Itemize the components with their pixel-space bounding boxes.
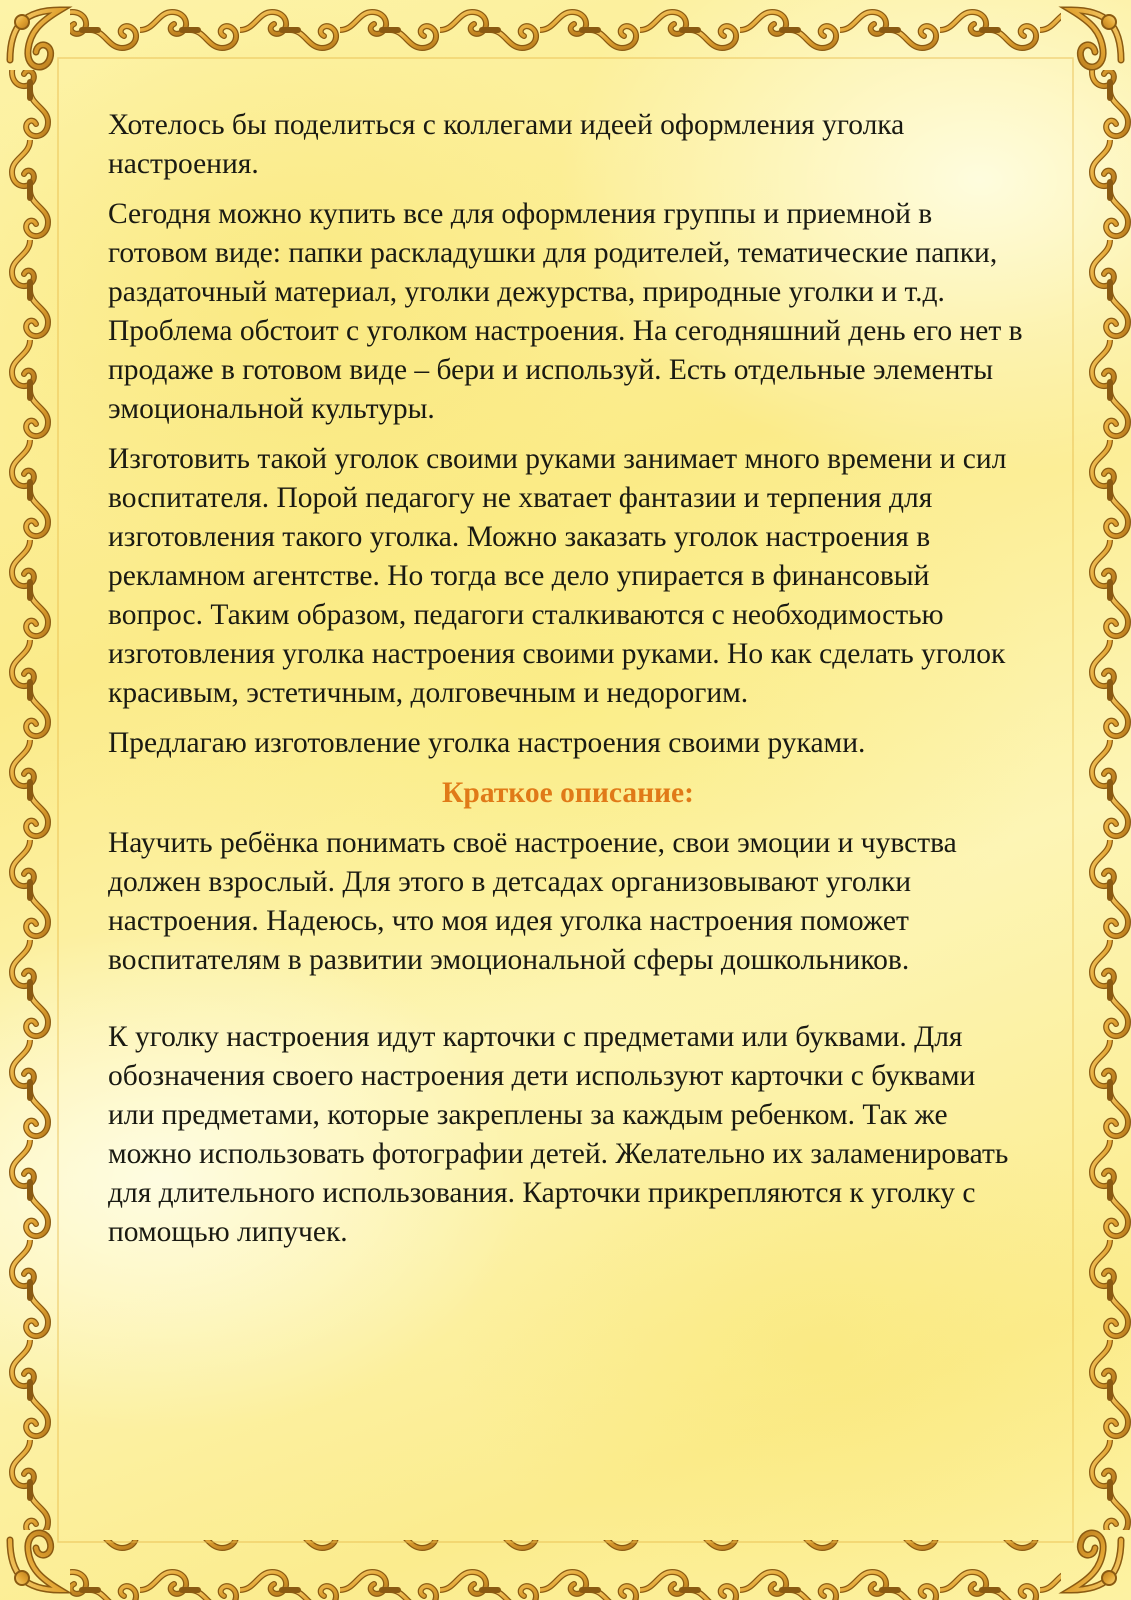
paragraph-intro: Хотелось бы поделиться с коллегами идеей оформления уголка настроения. bbox=[108, 109, 905, 180]
document-body bbox=[108, 106, 1028, 1263]
paragraph-description: Научить ребёнка понимать своё настроение, свои эмоции и чувства должен взрослый. Для этого в детсадах организовывают уголки настроения. Надеюсь, что моя идея уголка настроения поможет воспитателям в развитии эмоциональной сферы дошкольников. bbox=[108, 827, 957, 976]
paragraph-proposal: Предлагаю изготовление уголка настроения своими руками. bbox=[108, 727, 866, 759]
section-heading: Краткое описание: bbox=[442, 777, 694, 809]
paragraph-cards: К уголку настроения идут карточки с предметами или буквами. Для обозначения своего настроения дети используют карточки с буквами или предметами, которые закреплены за каждым ребенком. Так же можно использовать фотографии детей. Желательно их заламенировать для длительного использования. Карточки прикрепляются к уголку с помощью липучек. bbox=[108, 1021, 1009, 1248]
paragraph-ready-made: Сегодня можно купить все для оформления группы и приемной в готовом виде: папки раскладушки для родителей, тематические папки, раздаточный материал, уголки дежурства, природные уголки и т.д. Проблема обстоит с уголком настроения. На сегодняшний день его нет в продаже в готовом виде – бери и используй. Есть отдельные элементы эмоциональной культуры. bbox=[108, 198, 1023, 425]
paragraph-handmade: Изготовить такой уголок своими руками занимает много времени и сил воспитателя. Порой педагогу не хватает фантазии и терпения для изготовления такого уголка. Можно заказать уголок настроения в рекламном агентстве. Но тогда все дело упирается в финансовый вопрос. Таким образом, педагоги сталкиваются с необходимостью изготовления уголка настроения своими руками. Но как сделать уголок красивым, эстетичным, долговечным и недорогим. bbox=[108, 443, 1007, 709]
